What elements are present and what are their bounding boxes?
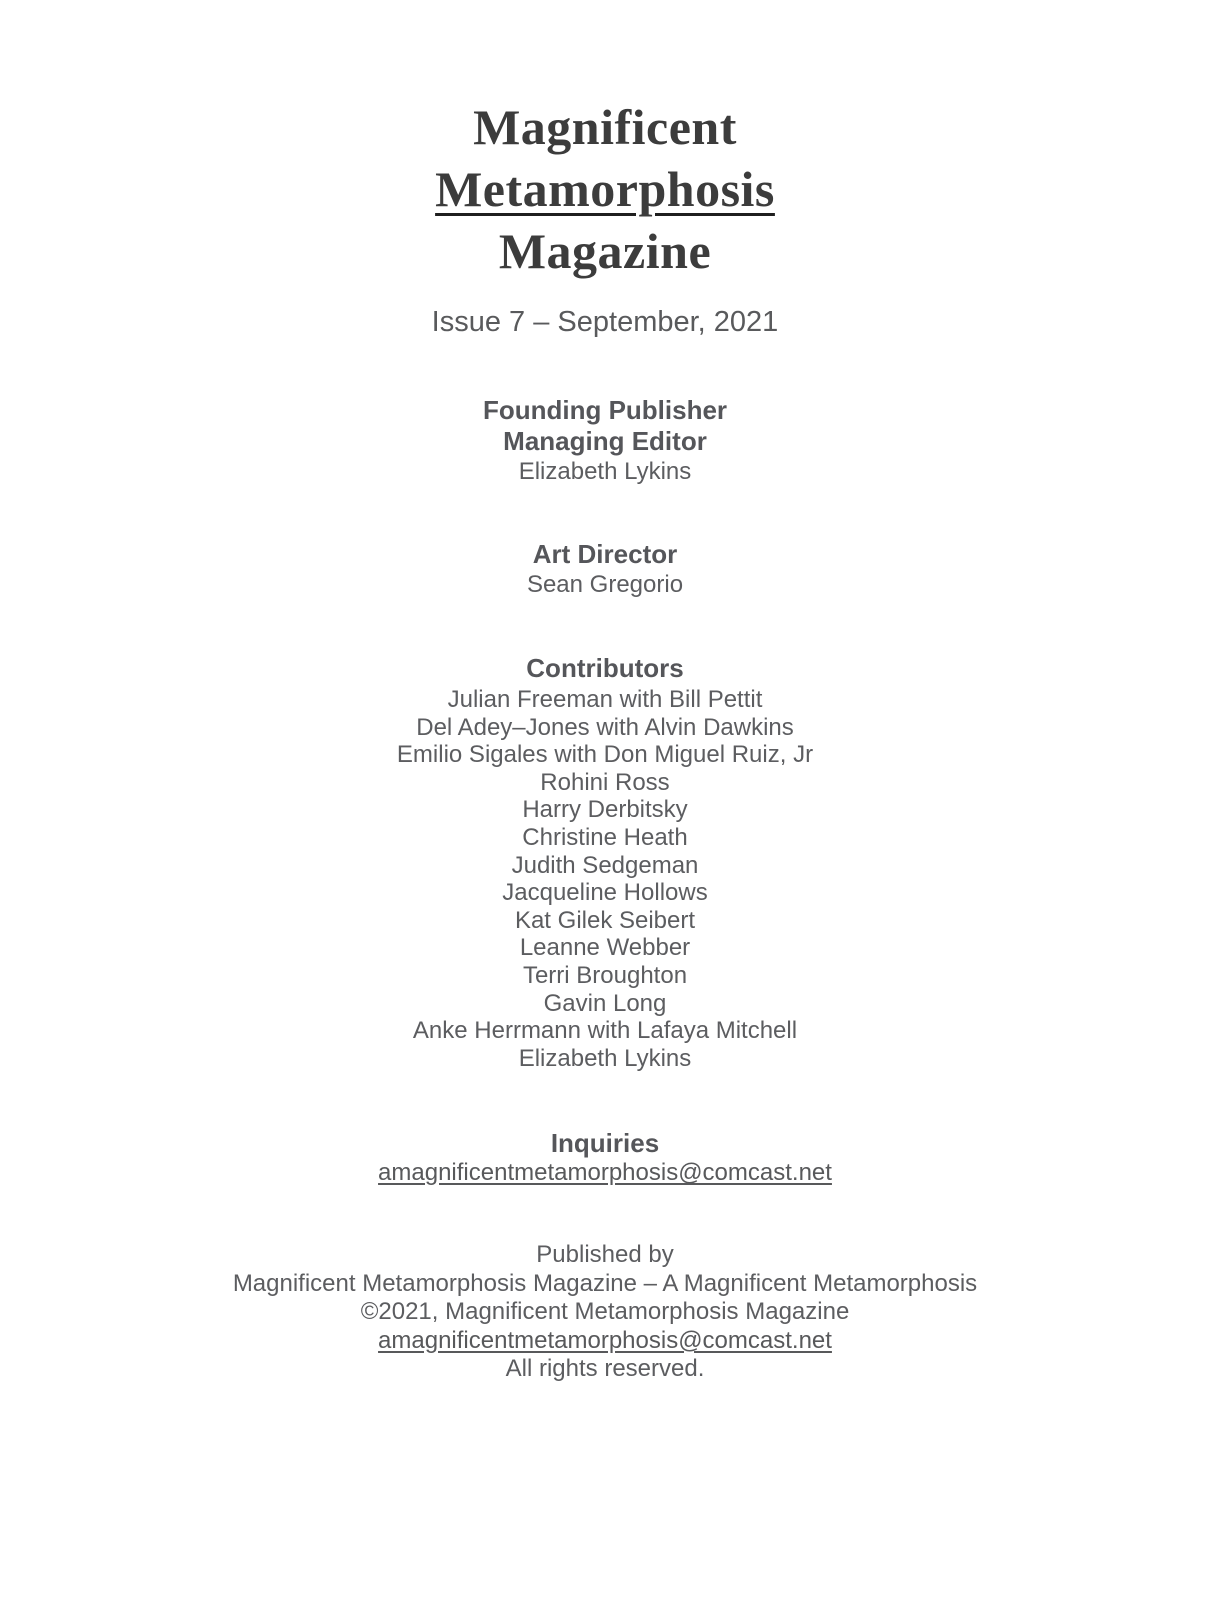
publisher-editor-section xyxy=(0,395,1210,486)
contributor-name: Del Adey–Jones with Alvin Dawkins xyxy=(416,713,794,741)
issue-date: Issue 7 – September, 2021 xyxy=(431,306,779,338)
publisher-copyright-section xyxy=(0,1241,1210,1384)
contributor-name: Leanne Webber xyxy=(519,934,691,962)
contributor-name: Gavin Long xyxy=(543,989,667,1017)
contributor-name: Harry Derbitsky xyxy=(522,796,688,824)
magazine-title xyxy=(0,96,1210,282)
publisher-email-link[interactable]: amagnificentmetamorphosis@comcast.net xyxy=(378,1326,832,1354)
magazine-title-line-1: Magnificent xyxy=(473,99,737,155)
contributor-name: Elizabeth Lykins xyxy=(518,1044,692,1072)
contributor-name: Julian Freeman with Bill Pettit xyxy=(447,686,763,713)
art-director-section xyxy=(0,539,1210,599)
contributor-name: Emilio Sigales with Don Miguel Ruiz, Jr xyxy=(396,741,814,769)
contributor-name: Rohini Ross xyxy=(540,768,670,796)
copyright-line: ©2021, Magnificent Metamorphosis Magazine xyxy=(360,1298,850,1326)
founding-publisher-heading: Founding Publisher xyxy=(482,395,728,425)
contributor-name: Christine Heath xyxy=(522,823,688,851)
inquiries-section xyxy=(0,1128,1210,1187)
managing-editor-name: Elizabeth Lykins xyxy=(518,458,692,485)
contributor-name: Jacqueline Hollows xyxy=(502,879,708,907)
contributor-name: Anke Herrmann with Lafaya Mitchell xyxy=(412,1017,798,1045)
magazine-title-line-2: Metamorphosis xyxy=(435,161,775,217)
rights-reserved-line: All rights reserved. xyxy=(505,1355,705,1383)
inquiries-email-link[interactable]: amagnificentmetamorphosis@comcast.net xyxy=(378,1159,832,1187)
publisher-name-line: Magnificent Metamorphosis Magazine – A Magnificent Metamorphosis xyxy=(232,1269,978,1297)
contributor-name: Terri Broughton xyxy=(522,961,688,989)
art-director-name: Sean Gregorio xyxy=(526,571,684,598)
contributor-name: Kat Gilek Seibert xyxy=(514,906,696,934)
published-by-label: Published by xyxy=(536,1241,674,1269)
managing-editor-heading: Managing Editor xyxy=(503,426,707,456)
art-director-heading: Art Director xyxy=(532,539,678,569)
contributors-heading: Contributors xyxy=(526,653,684,683)
contributor-list xyxy=(0,686,1210,1072)
contributor-name: Judith Sedgeman xyxy=(511,851,699,879)
magazine-title-line-3: Magazine xyxy=(498,223,712,279)
contributors-section xyxy=(0,653,1210,1072)
inquiries-heading: Inquiries xyxy=(550,1128,660,1159)
